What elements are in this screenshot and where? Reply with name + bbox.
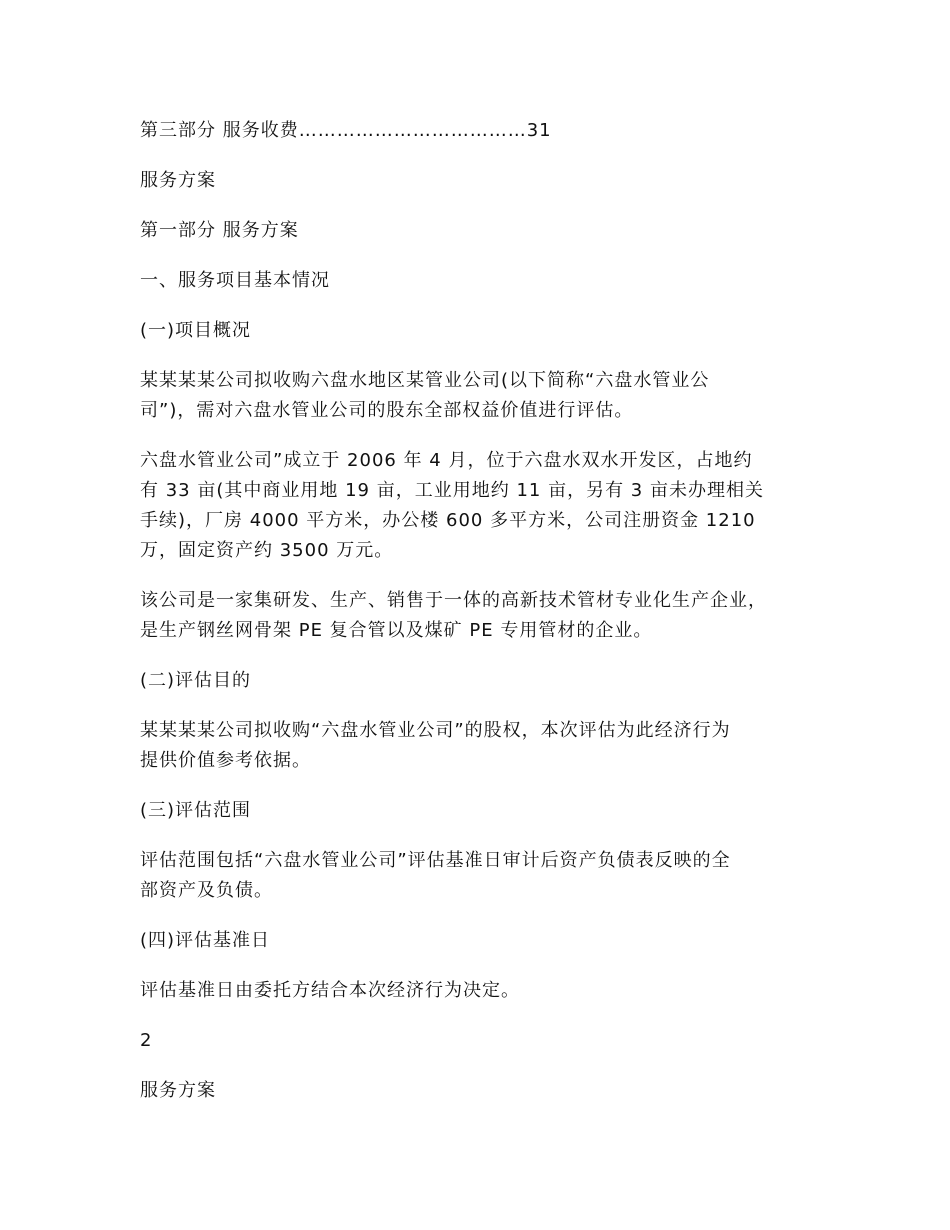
paragraph-company-business <box>140 586 840 646</box>
running-header: 服务方案 <box>140 170 216 191</box>
text-line: 提供价值参考依据。 <box>140 750 311 771</box>
text-line: 某某某某公司拟收购六盘水地区某管业公司(以下简称“六盘水管业公 <box>140 370 710 391</box>
running-header-next-page: 服务方案 <box>140 1080 216 1101</box>
paragraph-project-overview <box>140 366 840 426</box>
text-line: 万，固定资产约 3500 万元。 <box>140 540 394 561</box>
paragraph-company-details <box>140 446 840 566</box>
text-line: 六盘水管业公司”成立于 2006 年 4 月，位于六盘水双水开发区，占地约 <box>140 450 753 471</box>
subsection-heading-overview: (一)项目概况 <box>140 320 252 341</box>
paragraph-scope <box>140 846 840 906</box>
subsection-heading-base-date: (四)评估基准日 <box>140 930 271 951</box>
document-body <box>140 116 840 1126</box>
section-heading: 一、服务项目基本情况 <box>140 270 330 291</box>
part-title: 第一部分 服务方案 <box>140 220 299 241</box>
paragraph-base-date <box>140 976 840 1006</box>
text-line: 部资产及负债。 <box>140 880 273 901</box>
paragraph-purpose <box>140 716 840 776</box>
subsection-heading-scope: (三)评估范围 <box>140 800 252 821</box>
page-number: 2 <box>140 1030 153 1051</box>
text-line: 该公司是一家集研发、生产、销售于一体的高新技术管材专业化生产企业， <box>140 590 767 611</box>
text-line: 是生产钢丝网骨架 PE 复合管以及煤矿 PE 专用管材的企业。 <box>140 620 653 641</box>
text-line: 手续)，厂房 4000 平方米，办公楼 600 多平方米，公司注册资金 1210 <box>140 510 756 531</box>
text-line: 评估范围包括“六盘水管业公司”评估基准日审计后资产负债表反映的全 <box>140 850 731 871</box>
text-line: 评估基准日由委托方结合本次经济行为决定。 <box>140 980 520 1001</box>
subsection-heading-purpose: (二)评估目的 <box>140 670 252 691</box>
toc-line-part-three: 第三部分 服务收费………………………………31 <box>140 120 552 141</box>
text-line: 有 33 亩(其中商业用地 19 亩，工业用地约 11 亩，另有 3 亩未办理相关 <box>140 480 764 501</box>
text-line: 某某某某公司拟收购“六盘水管业公司”的股权，本次评估为此经济行为 <box>140 720 731 741</box>
text-line: 司”)，需对六盘水管业公司的股东全部权益价值进行评估。 <box>140 400 634 421</box>
